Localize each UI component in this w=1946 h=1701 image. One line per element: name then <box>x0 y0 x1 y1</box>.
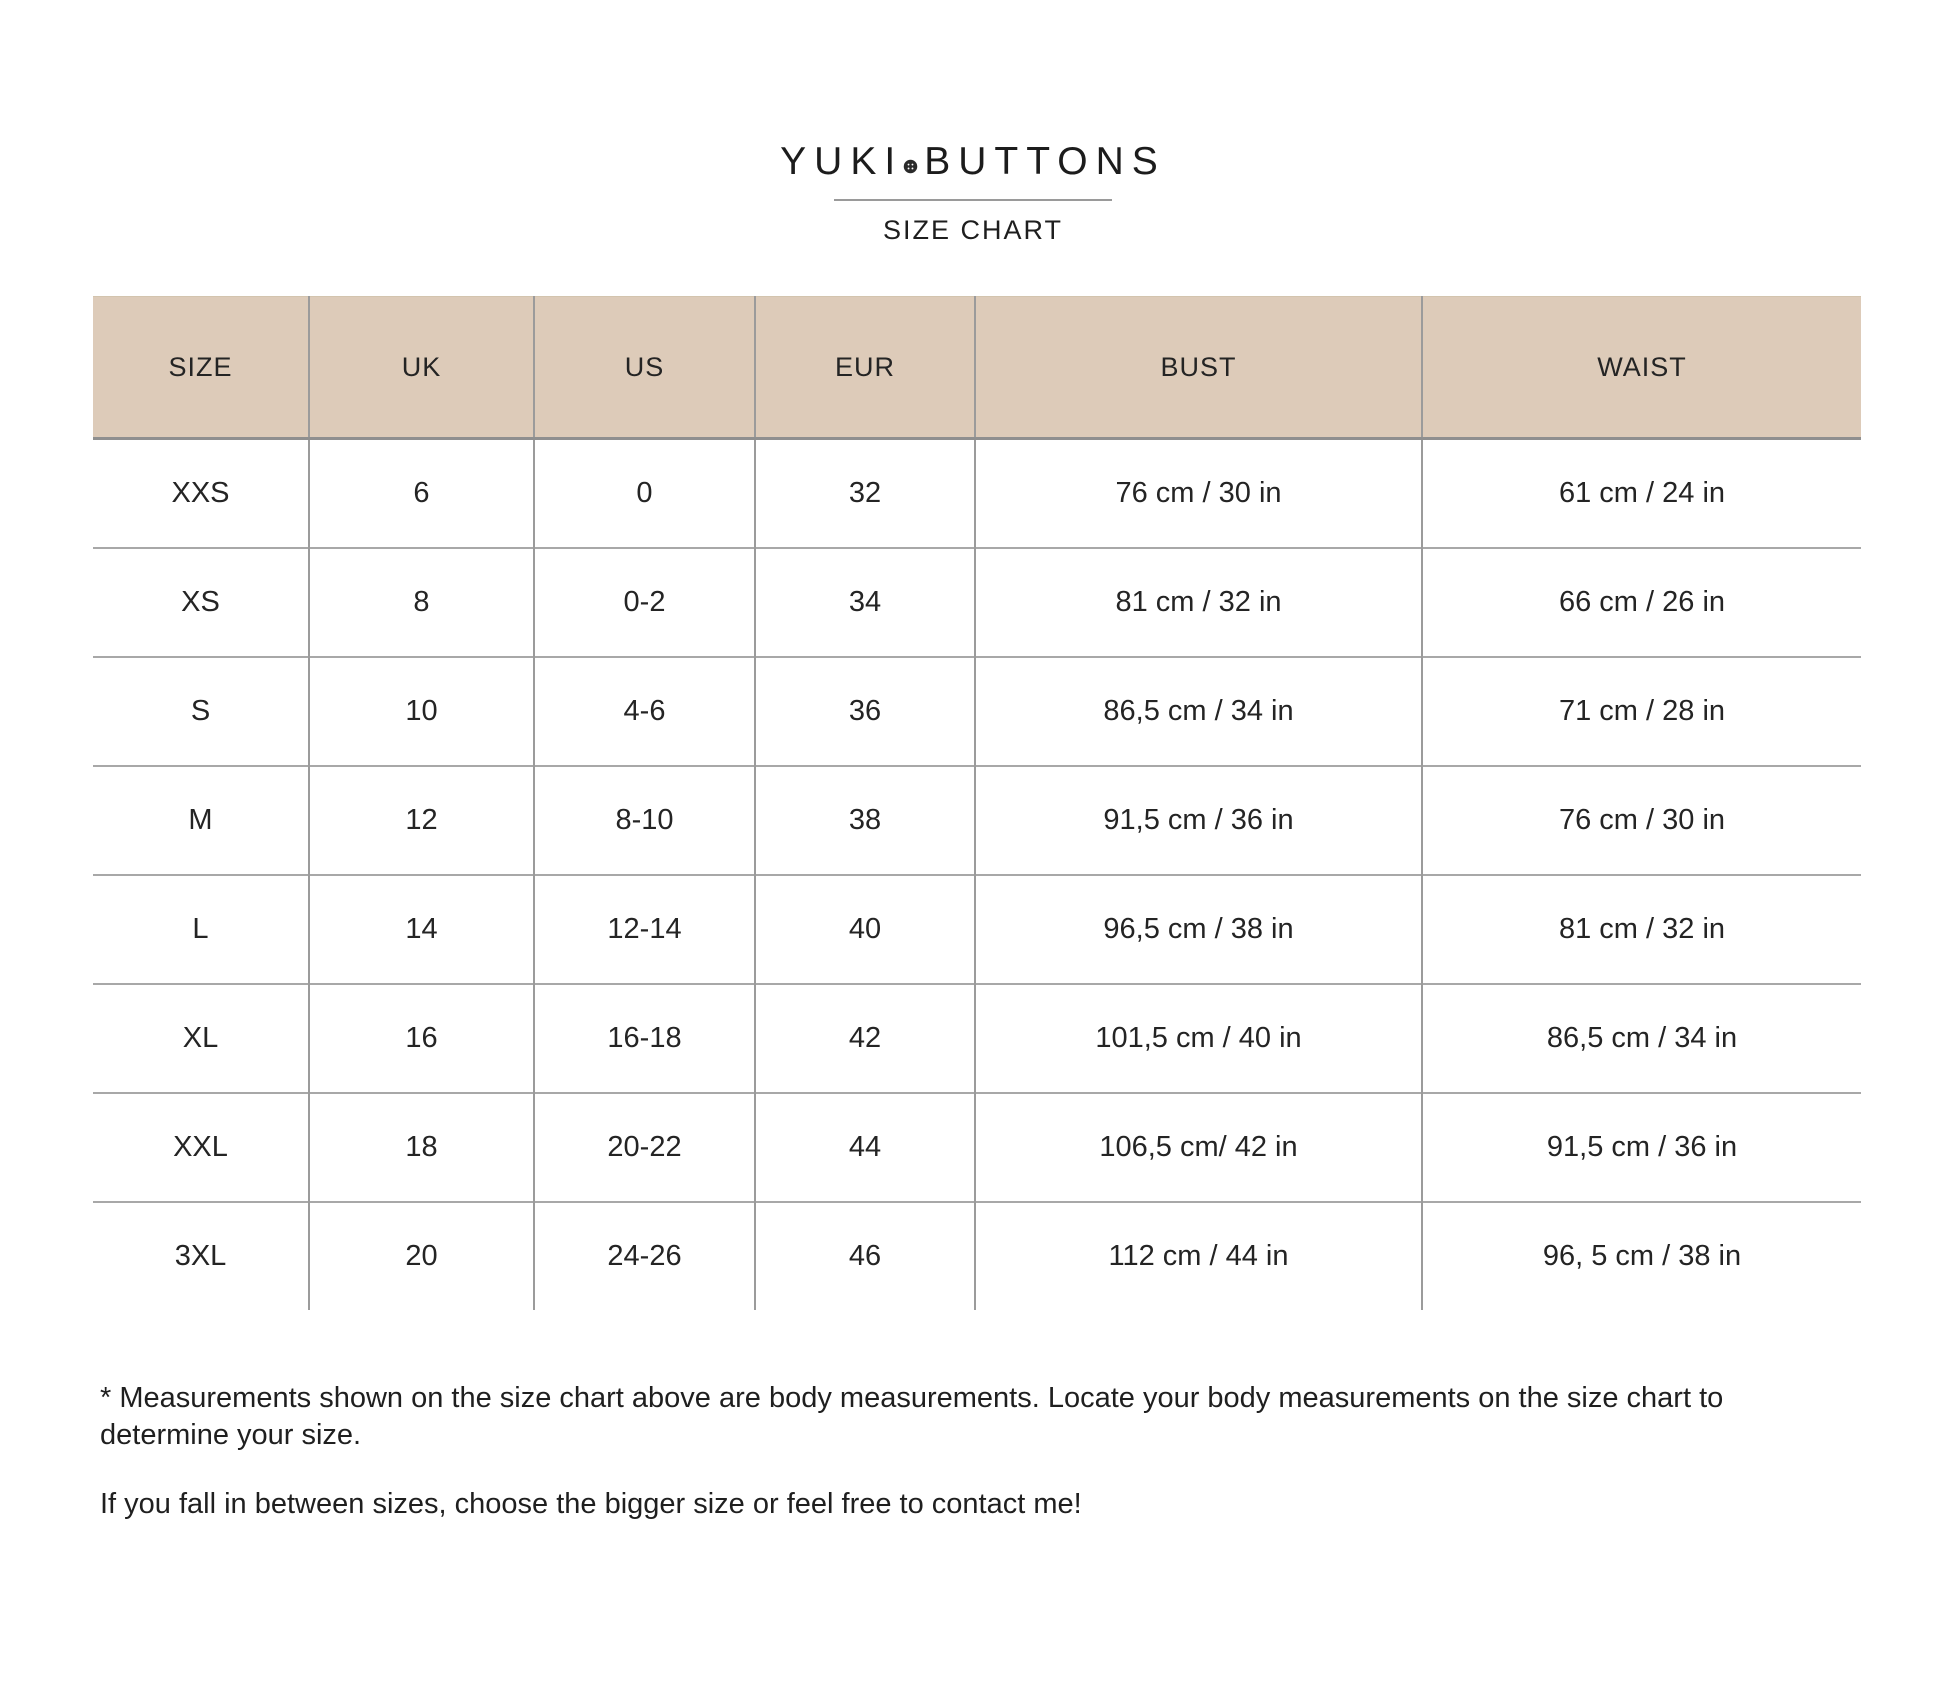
cell-us: 24-26 <box>534 1202 755 1310</box>
cell-waist: 81 cm / 32 in <box>1422 875 1861 984</box>
cell-bust: 106,5 cm/ 42 in <box>975 1093 1422 1202</box>
cell-waist: 96, 5 cm / 38 in <box>1422 1202 1861 1310</box>
cell-us: 0-2 <box>534 548 755 657</box>
cell-bust: 76 cm / 30 in <box>975 439 1422 549</box>
cell-size: 3XL <box>93 1202 309 1310</box>
cell-uk: 10 <box>309 657 534 766</box>
column-header-waist: WAIST <box>1422 297 1861 439</box>
note-between-sizes: If you fall in between sizes, choose the bigger size or feel free to contact me! <box>100 1488 1082 1521</box>
cell-size: M <box>93 766 309 875</box>
column-header-size: SIZE <box>93 297 309 439</box>
cell-eur: 42 <box>755 984 975 1093</box>
cell-uk: 6 <box>309 439 534 549</box>
cell-bust: 112 cm / 44 in <box>975 1202 1422 1310</box>
cell-uk: 18 <box>309 1093 534 1202</box>
brand-divider <box>834 199 1112 201</box>
column-header-uk: UK <box>309 297 534 439</box>
size-chart-page <box>0 142 1946 1523</box>
table-row <box>93 1202 1861 1310</box>
cell-size: XXL <box>93 1093 309 1202</box>
table-row <box>93 984 1861 1093</box>
cell-bust: 86,5 cm / 34 in <box>975 657 1422 766</box>
column-header-us: US <box>534 297 755 439</box>
cell-size: XL <box>93 984 309 1093</box>
note-measurements: * Measurements shown on the size chart above are body measurements. Locate your body measurements on the size chart to determine your size. <box>100 1382 1724 1451</box>
cell-us: 0 <box>534 439 755 549</box>
table-row <box>93 1093 1861 1202</box>
size-chart-table <box>93 296 1861 1310</box>
cell-eur: 36 <box>755 657 975 766</box>
cell-eur: 44 <box>755 1093 975 1202</box>
cell-uk: 12 <box>309 766 534 875</box>
column-header-eur: EUR <box>755 297 975 439</box>
cell-bust: 101,5 cm / 40 in <box>975 984 1422 1093</box>
cell-us: 4-6 <box>534 657 755 766</box>
cell-waist: 61 cm / 24 in <box>1558 477 1726 509</box>
cell-waist: 76 cm / 30 in <box>1422 766 1861 875</box>
cell-bust: 96,5 cm / 38 in <box>975 875 1422 984</box>
column-header-bust: BUST <box>975 297 1422 439</box>
cell-us: 16-18 <box>534 984 755 1093</box>
table-header-row <box>93 297 1861 439</box>
table-row <box>93 875 1861 984</box>
cell-us: 12-14 <box>534 875 755 984</box>
table-row <box>93 439 1861 549</box>
cell-waist: 66 cm / 26 in <box>1422 548 1861 657</box>
cell-bust: 81 cm / 32 in <box>975 548 1422 657</box>
cell-eur: 32 <box>755 439 975 549</box>
cell-size: S <box>93 657 309 766</box>
brand-name-right: BUTTONS <box>924 140 1166 183</box>
cell-us: 8-10 <box>534 766 755 875</box>
cell-uk: 16 <box>309 984 534 1093</box>
cell-eur: 34 <box>755 548 975 657</box>
button-dot-icon <box>903 159 918 174</box>
cell-waist: 71 cm / 28 in <box>1422 657 1861 766</box>
table-row <box>93 548 1861 657</box>
footer-notes <box>100 1380 1848 1523</box>
cell-eur: 38 <box>755 766 975 875</box>
table-row <box>93 766 1861 875</box>
cell-us: 20-22 <box>534 1093 755 1202</box>
cell-bust: 91,5 cm / 36 in <box>975 766 1422 875</box>
cell-waist: 86,5 cm / 34 in <box>1422 984 1861 1093</box>
cell-size: XS <box>93 548 309 657</box>
cell-eur: 46 <box>755 1202 975 1310</box>
cell-uk: 14 <box>309 875 534 984</box>
table-row <box>93 657 1861 766</box>
cell-waist: 91,5 cm / 36 in <box>1422 1093 1861 1202</box>
cell-eur: 40 <box>755 875 975 984</box>
cell-size: XXS <box>93 439 309 549</box>
brand-name-left: YUKI <box>780 140 904 183</box>
page-subtitle: SIZE CHART <box>882 215 1064 245</box>
cell-uk: 20 <box>309 1202 534 1310</box>
cell-size: L <box>93 875 309 984</box>
brand-title <box>0 142 1946 181</box>
brand-logo <box>0 142 1946 244</box>
cell-uk: 8 <box>309 548 534 657</box>
